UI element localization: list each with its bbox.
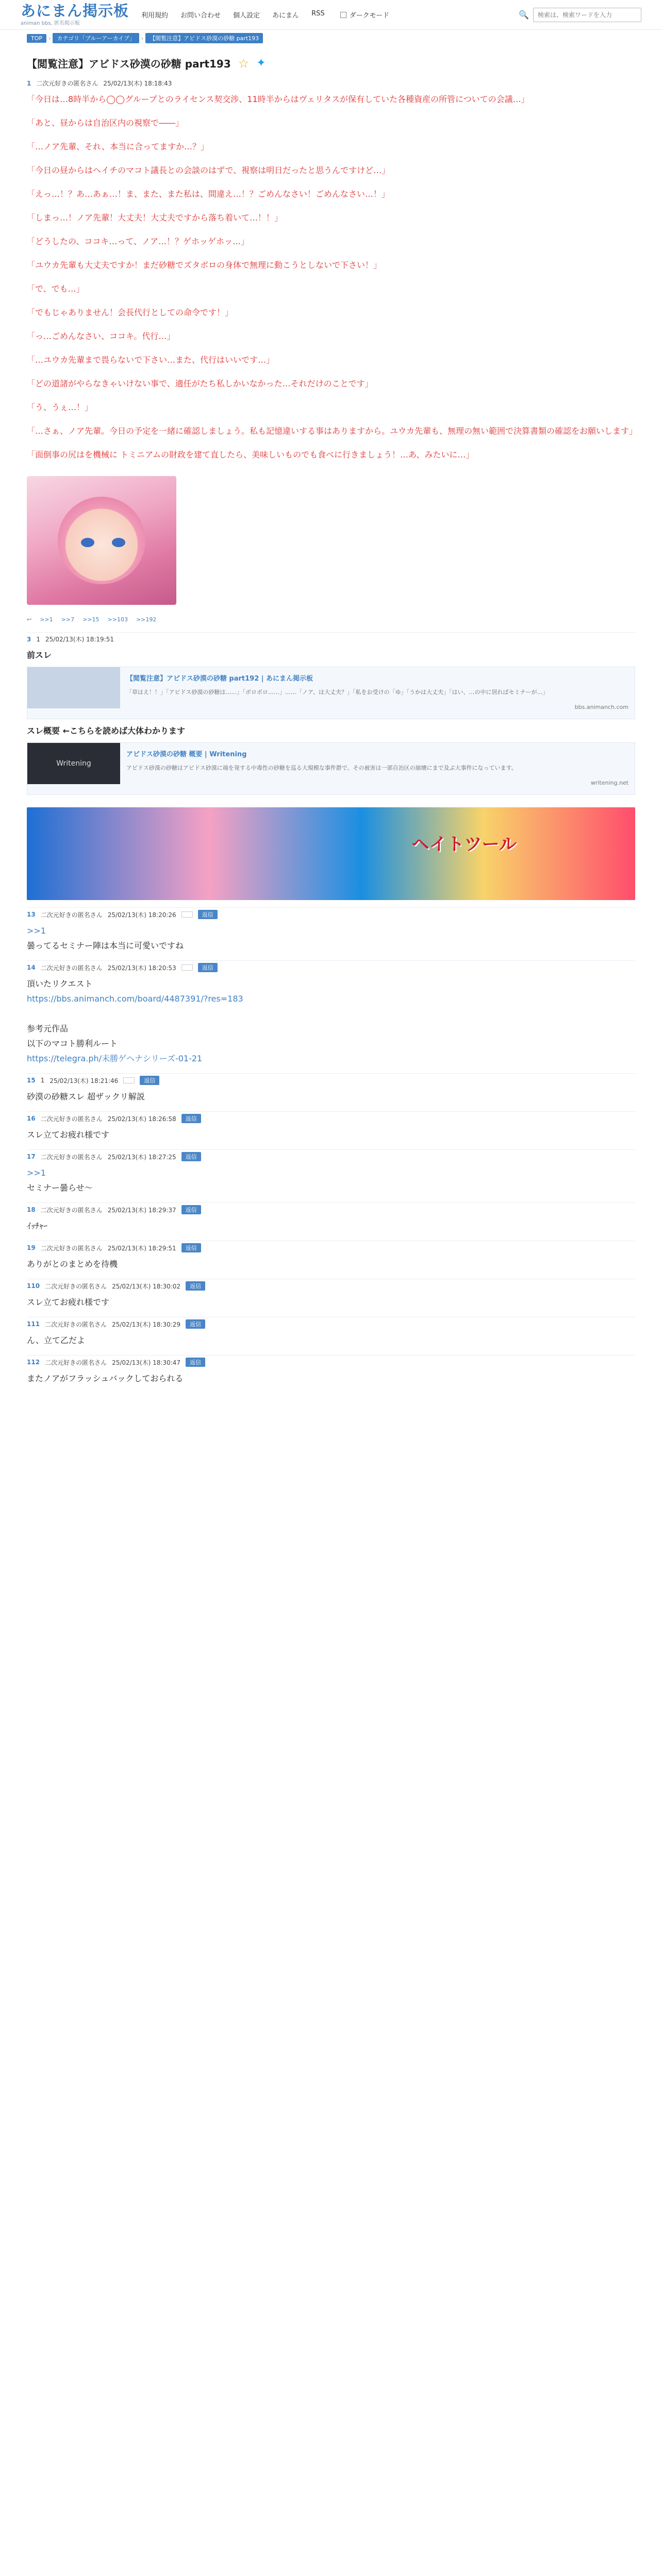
post-line: 「…ノア先輩、それ、本当に合ってますか…？」	[27, 142, 209, 151]
nav-contact[interactable]: お問い合わせ	[180, 12, 221, 20]
dark-mode-label: ダークモード	[349, 12, 390, 20]
post-meta	[27, 1317, 635, 1329]
reply-button[interactable]: 返信	[186, 1281, 205, 1291]
post-body	[27, 1252, 635, 1275]
post-number[interactable]: 13	[27, 911, 36, 918]
post-number[interactable]: 14	[27, 964, 36, 971]
post-number[interactable]: 19	[27, 1244, 36, 1251]
ad-banner[interactable]	[27, 807, 635, 900]
nav-animan[interactable]: あにまん	[272, 12, 300, 20]
logo-text: あにまん掲示板	[21, 2, 129, 20]
anchor-link[interactable]: >>1	[27, 926, 46, 936]
post-number[interactable]: 16	[27, 1115, 36, 1122]
logo-subtitle: animan bbs, 匿名掲示板	[21, 21, 80, 26]
post-number[interactable]: 112	[27, 1359, 40, 1366]
post-body	[27, 1085, 635, 1107]
post-meta	[27, 961, 635, 972]
reaction-box[interactable]	[181, 964, 193, 971]
post-author: 二次元好きの匿名さん	[36, 80, 98, 87]
post-text: 曇ってるセミナー陣は本当に可愛いですね	[27, 941, 184, 951]
reaction-box[interactable]	[123, 1077, 135, 1083]
title-row	[0, 46, 662, 77]
page-title: 【閲覧注意】アビドス砂漠の砂糖 part193	[27, 58, 231, 70]
post-text: スレ立てお疲れ様です	[27, 1130, 110, 1140]
reply-button[interactable]: 返信	[181, 1243, 201, 1252]
prev-thread-card[interactable]	[27, 667, 635, 719]
site-logo[interactable]	[21, 3, 129, 26]
post-line: 「で、でも…」	[27, 284, 85, 294]
star-icon[interactable]: ☆	[238, 56, 250, 71]
reply-icon: ↩	[27, 616, 32, 623]
ref-label: 参考元作品	[27, 1024, 69, 1033]
checkbox-icon[interactable]	[340, 12, 346, 18]
post-3	[0, 633, 662, 802]
post-body	[27, 1161, 635, 1198]
breadcrumb-sep: ›	[48, 35, 51, 42]
post-text: セミナー曇らせ〜	[27, 1183, 93, 1193]
post-line: 「でもじゃありません！会長代行としての命令です！」	[27, 308, 234, 317]
post-body	[27, 1214, 635, 1236]
post-line: 「今日の昼からはヘイチのマコト議長との会談のはずで、視察は明日だったと思うんですけど…」	[27, 165, 390, 175]
post-meta	[27, 1279, 635, 1291]
post-author: 二次元好きの匿名さん	[40, 1115, 103, 1123]
twitter-icon[interactable]: ✦	[256, 57, 266, 70]
reply-button[interactable]: 返信	[181, 1114, 201, 1123]
link-title[interactable]: アビドス砂漠の砂糖 概要 | Writening	[126, 751, 247, 758]
site-header	[0, 0, 662, 30]
post-111	[0, 1317, 662, 1351]
summary-label: スレ概要 ←こちらを読めば大体わかります	[27, 726, 185, 736]
breadcrumb	[0, 30, 662, 46]
link-body	[120, 743, 635, 794]
reply-link[interactable]: >>1	[40, 616, 53, 623]
post-112	[0, 1355, 662, 1389]
post-body	[27, 1329, 635, 1351]
post-text: ん、立て乙だよ	[27, 1335, 85, 1345]
link-desc: アビドス砂漠の砂糖はアビドス砂漠に端を発する中毒性の砂糖を巡る大規模な事件群で、その被害は一部自治区の崩壊にまで及ぶ大事件になっています。	[126, 765, 517, 771]
breadcrumb-sep: ›	[141, 35, 144, 42]
breadcrumb-category[interactable]: カテゴリ「ブルーアーカイブ」	[53, 33, 139, 43]
eye-shape	[81, 538, 94, 547]
summary-card[interactable]	[27, 742, 635, 795]
post-text: 砂漠の砂糖スレ 超ザックリ解説	[27, 1092, 145, 1101]
post-number[interactable]: 110	[27, 1282, 40, 1290]
request-link[interactable]: https://bbs.animanch.com/board/4487391/?res=183	[27, 994, 243, 1004]
post-18	[0, 1203, 662, 1236]
post-heading: 前スレ	[27, 650, 52, 660]
link-domain: bbs.animanch.com	[574, 704, 628, 710]
post-body	[27, 919, 635, 956]
post-text: ｲｯﾁｬｰ	[27, 1221, 48, 1231]
post-author: 二次元好きの匿名さん	[40, 1206, 103, 1214]
post-number[interactable]: 111	[27, 1320, 40, 1328]
post-number[interactable]: 1	[27, 79, 31, 87]
reaction-box[interactable]	[181, 911, 193, 918]
post-author: 二次元好きの匿名さん	[40, 964, 103, 972]
nav-rss[interactable]: RSS	[311, 10, 325, 18]
ref-link[interactable]: https://telegra.ph/未勝ゲヘナシリーズ-01-21	[27, 1054, 203, 1063]
post-body	[27, 643, 635, 802]
post-number[interactable]: 18	[27, 1206, 36, 1213]
post-author: 二次元好きの匿名さん	[40, 911, 103, 919]
post-110	[0, 1279, 662, 1313]
post-line: 「っ…ごめんなさい、ココキ。代行…」	[27, 331, 175, 341]
post-date: 25/02/13(木) 18:19:51	[45, 636, 114, 643]
search-icon[interactable]: 🔍	[519, 10, 529, 20]
post-meta	[27, 1241, 635, 1252]
post-author: 1	[40, 1077, 45, 1084]
post-13	[0, 908, 662, 956]
reply-button[interactable]: 返信	[181, 1205, 201, 1214]
post-date: 25/02/13(木) 18:27:25	[107, 1153, 176, 1161]
post-date: 25/02/13(木) 18:30:02	[112, 1282, 181, 1290]
post-meta	[27, 908, 635, 919]
post-date: 25/02/13(木) 18:21:46	[49, 1077, 119, 1084]
post-author: 二次元好きの匿名さん	[40, 1153, 103, 1161]
link-body	[120, 667, 635, 719]
post-text: 頂いたリクエスト	[27, 979, 93, 989]
reply-link[interactable]: >>7	[61, 616, 75, 623]
post-author: 1	[36, 635, 40, 643]
post-line: 「あと、昼からは自治区内の視察で――」	[27, 118, 184, 128]
post-date: 25/02/13(木) 18:20:53	[107, 964, 176, 972]
post-author: 二次元好きの匿名さん	[45, 1359, 107, 1366]
reply-link[interactable]: >>192	[136, 616, 157, 623]
reply-links	[27, 612, 635, 628]
ref-text: 以下のマコト勝利ルート	[27, 1039, 118, 1048]
reply-button[interactable]: 返信	[198, 910, 218, 919]
post-number[interactable]: 3	[27, 635, 31, 643]
post-meta	[27, 1355, 635, 1367]
ad-banner-wrap	[0, 807, 662, 900]
post-meta	[27, 77, 635, 88]
post-line: 「えっ…！？あ…あぁ…！ま、また、また私は、間違え…！？ごめんなさい！ごめんなさい…！」	[27, 189, 390, 199]
link-title[interactable]: 【閲覧注意】アビドス砂漠の砂糖 part192 | あにまん掲示板	[126, 675, 313, 683]
nav-settings[interactable]: 個人設定	[233, 12, 260, 20]
breadcrumb-top[interactable]: TOP	[27, 34, 46, 43]
post-body	[27, 1123, 635, 1145]
post-date: 25/02/13(木) 18:18:43	[103, 80, 172, 87]
search-area	[519, 8, 641, 22]
post-14	[0, 961, 662, 1069]
nav-terms[interactable]: 利用規約	[141, 12, 169, 20]
eye-shape	[112, 538, 125, 547]
reply-button[interactable]: 返信	[181, 1152, 201, 1161]
post-text: またノアがフラッシュバックしておられる	[27, 1374, 184, 1383]
post-author: 二次元好きの匿名さん	[40, 1244, 103, 1252]
post-meta	[27, 1112, 635, 1123]
post-meta	[27, 1150, 635, 1161]
post-date: 25/02/13(木) 18:30:47	[112, 1359, 181, 1366]
reply-link[interactable]: >>103	[107, 616, 128, 623]
reply-link[interactable]: >>15	[82, 616, 100, 623]
post-meta	[27, 1203, 635, 1214]
post-body	[27, 88, 638, 474]
post-author: 二次元好きの匿名さん	[45, 1282, 107, 1290]
link-thumbnail	[27, 667, 120, 708]
post-line: 「しまっ…！ノア先輩！大丈夫！大丈夫ですから落ち着いて…！！」	[27, 213, 283, 223]
reply-button[interactable]: 返信	[198, 963, 218, 972]
link-thumbnail: Writening	[27, 743, 120, 784]
post-17	[0, 1150, 662, 1198]
post-body	[27, 1367, 635, 1389]
post-date: 25/02/13(木) 18:26:58	[107, 1115, 176, 1123]
post-19	[0, 1241, 662, 1275]
dark-mode-toggle[interactable]	[340, 10, 389, 20]
post-line: 「どうしたの、ココキ…って、ノア…！？ゲホッゲホッ…」	[27, 236, 250, 246]
post-number[interactable]: 17	[27, 1153, 36, 1160]
post-line: 「どの道諸がやらなきゃいけない事で、適任がたち私しかいなかった…それだけのことです」	[27, 379, 373, 388]
header-nav	[141, 10, 325, 20]
post-text: ありがとのまとめを待機	[27, 1259, 118, 1269]
post-meta	[27, 1074, 635, 1085]
post-meta	[27, 633, 635, 643]
post-line: 「面倒事の尻はを機械に トミニアムの財政を建て直したら、美味しいものでも食べに行きましょう！…あ、みたいに…」	[27, 450, 474, 460]
search-input[interactable]	[533, 8, 641, 22]
post-line: 「…ユウカ先輩まで畏らないで下さい…また、代行はいいです…」	[27, 355, 275, 365]
post-date: 25/02/13(木) 18:30:29	[112, 1320, 181, 1328]
post-body	[27, 1291, 635, 1313]
link-domain: writening.net	[590, 779, 628, 786]
reply-button[interactable]: 返信	[186, 1358, 205, 1367]
character-illustration	[58, 497, 145, 584]
reply-button[interactable]: 返信	[186, 1319, 205, 1329]
post-line: 「今日は…8時半から◯◯グループとのライセンス契交渉、11時半からはヴェリタスが保有していた各種資産の所管についての会議…」	[27, 94, 529, 104]
post-body	[27, 972, 635, 1069]
post-line: 「…さぁ、ノア先輩。今日の予定を一緒に確認しましょう。私も記憶違いする事はありますから。ユウカ先輩も、無理の無い範囲で決算書類の確認をお願いします」	[27, 426, 638, 436]
breadcrumb-thread[interactable]: 【閲覧注意】アビドス砂漠の砂糖 part193	[145, 33, 263, 43]
reply-button[interactable]: 返信	[140, 1076, 159, 1085]
post-image[interactable]	[27, 476, 176, 605]
anchor-link[interactable]: >>1	[27, 1168, 46, 1178]
post-number[interactable]: 15	[27, 1077, 36, 1084]
post-16	[0, 1112, 662, 1145]
post-date: 25/02/13(木) 18:20:26	[107, 911, 176, 919]
post-date: 25/02/13(木) 18:29:37	[107, 1206, 176, 1214]
post-15	[0, 1074, 662, 1107]
banner-text: ヘイトツール	[411, 834, 517, 855]
post-line: 「う、うぇ…！」	[27, 402, 93, 412]
post-line: 「ユウカ先輩も大丈夫ですか！まだ砂糖でズタボロの身体で無理に動こうとしないで下さい！」	[27, 260, 382, 270]
post-1	[0, 77, 662, 628]
post-date: 25/02/13(木) 18:29:51	[107, 1244, 176, 1252]
post-author: 二次元好きの匿名さん	[45, 1320, 107, 1328]
post-text: スレ立てお疲れ様です	[27, 1297, 110, 1307]
link-desc: 「草はえ！！」「アビドス砂漠の砂糖は……」「ボロボロ……」……「ノア、は大丈夫？」「私をお受けの「ゆ」「うかは大丈夫」「はい、…の中に居ればセミナーが…」	[126, 689, 549, 696]
